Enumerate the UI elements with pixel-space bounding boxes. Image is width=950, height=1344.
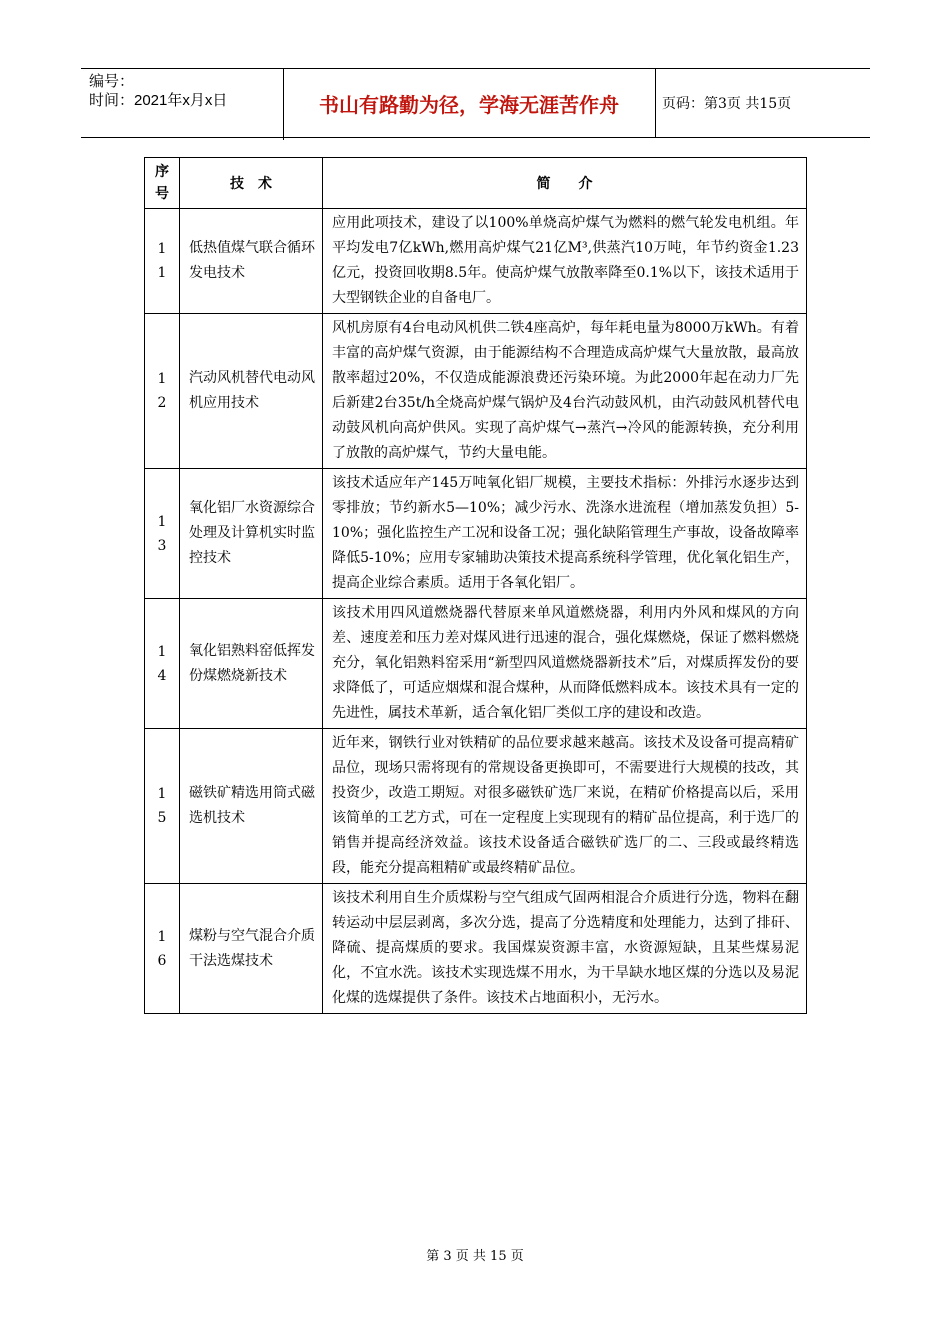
header-page-info: 页码：第3页 共15页: [662, 96, 792, 112]
table-row: [145, 469, 807, 599]
technology-name: 汽动风机替代电动风机应用技术: [180, 314, 323, 469]
table-row: [145, 599, 807, 729]
technology-description: 应用此项技术，建设了以100%单烧高炉煤气为燃料的燃气轮发电机组。年平均发电7亿kWh,燃用高炉煤气21亿M³,供蒸汽10万吨，年节约资金1.23亿元，投资回收期8.5年。使高炉煤气放散率降至0.1%以下，该技术适用于大型钢铁企业的自备电厂。: [323, 209, 807, 314]
row-number: 1 2: [145, 314, 180, 469]
table-row: [145, 209, 807, 314]
technology-table: [144, 157, 807, 1014]
table-row: [145, 729, 807, 884]
table-row: [145, 314, 807, 469]
technology-description: 该技术利用自生介质煤粉与空气组成气固两相混合介质进行分选，物料在翻转运动中层层剥离，多次分选，提高了分选精度和处理能力，达到了排矸、降硫、提高煤质的要求。我国煤炭资源丰富，水资源短缺，且某些煤易泥化，不宜水洗。该技术实现选煤不用水，为干旱缺水地区煤的分选以及易泥化煤的选煤提供了条件。该技术占地面积小，无污水。: [323, 884, 807, 1014]
technology-description: 近年来，钢铁行业对铁精矿的品位要求越来越高。该技术及设备可提高精矿品位，现场只需将现有的常规设备更换即可，不需要进行大规模的技改，其投资少，改造工期短。对很多磁铁矿选厂来说，在精矿价格提高以后，采用该简单的工艺方式，可在一定程度上实现现有的精矿品位提高，利于选厂的销售并提高经济效益。该技术设备适合磁铁矿选厂的二、三段或最终精选段，能充分提高粗精矿或最终精矿品位。: [323, 729, 807, 884]
technology-name: 煤粉与空气混合介质干法选煤技术: [180, 884, 323, 1014]
row-number: 1 5: [145, 729, 180, 884]
header-meta: [81, 69, 284, 140]
table-header-row: [145, 158, 807, 209]
technology-name: 低热值煤气联合循环发电技术: [180, 209, 323, 314]
technology-description: 风机房原有4台电动风机供二铁4座高炉，每年耗电量为8000万kWh。有着丰富的高炉煤气资源，由于能源结构不合理造成高炉煤气大量放散，最高放散率超过20%，不仅造成能源浪费还污染环境。为此2000年起在动力厂先后新建2台35t/h全烧高炉煤气锅炉及4台汽动鼓风机，由汽动鼓风机替代电动鼓风机向高炉供风。实现了高炉煤气→蒸汽→冷风的能源转换，充分利用了放散的高炉煤气，节约大量电能。: [323, 314, 807, 469]
page-footer: 第 3 页 共 15 页: [426, 1249, 524, 1264]
document-date: 时间：2021年x月x日: [89, 92, 228, 109]
technology-name: 磁铁矿精选用筒式磁选机技术: [180, 729, 323, 884]
header-number: 序 号: [145, 158, 180, 209]
header-motto: 书山有路勤为径，学海无涯苦作舟: [283, 69, 656, 137]
row-number: 1 1: [145, 209, 180, 314]
technology-description: 该技术适应年产145万吨氧化铝厂规模，主要技术指标：外排污水逐步达到零排放；节约新水5—10%；减少污水、洗涤水进流程（增加蒸发负担）5-10%；强化监控生产工况和设备工况；强化缺陷管理生产事故，设备故障率降低5-10%；应用专家辅助决策技术提高系统科学管理，优化氧化铝生产，提高企业综合素质。适用于各氧化铝厂。: [323, 469, 807, 599]
page-header: [81, 68, 870, 138]
header-technology: 技 术: [180, 158, 323, 209]
header-description: 简 介: [323, 158, 807, 209]
technology-name: 氧化铝厂水资源综合处理及计算机实时监控技术: [180, 469, 323, 599]
table-row: [145, 884, 807, 1014]
row-number: 1 4: [145, 599, 180, 729]
technology-description: 该技术用四风道燃烧器代替原来单风道燃烧器，利用内外风和煤风的方向差、速度差和压力差对煤风进行迅速的混合，强化煤燃烧，保证了燃料燃烧充分，氧化铝熟料窑采用“新型四风道燃烧器新技术”后，对煤质挥发份的要求降低了，可适应烟煤和混合煤种，从而降低燃料成本。该技术具有一定的先进性，属技术革新，适合氧化铝厂类似工序的建设和改造。: [323, 599, 807, 729]
row-number: 1 3: [145, 469, 180, 599]
row-number: 1 6: [145, 884, 180, 1014]
document-number-label: 编号：: [89, 73, 135, 90]
technology-name: 氧化铝熟料窑低挥发份煤燃烧新技术: [180, 599, 323, 729]
